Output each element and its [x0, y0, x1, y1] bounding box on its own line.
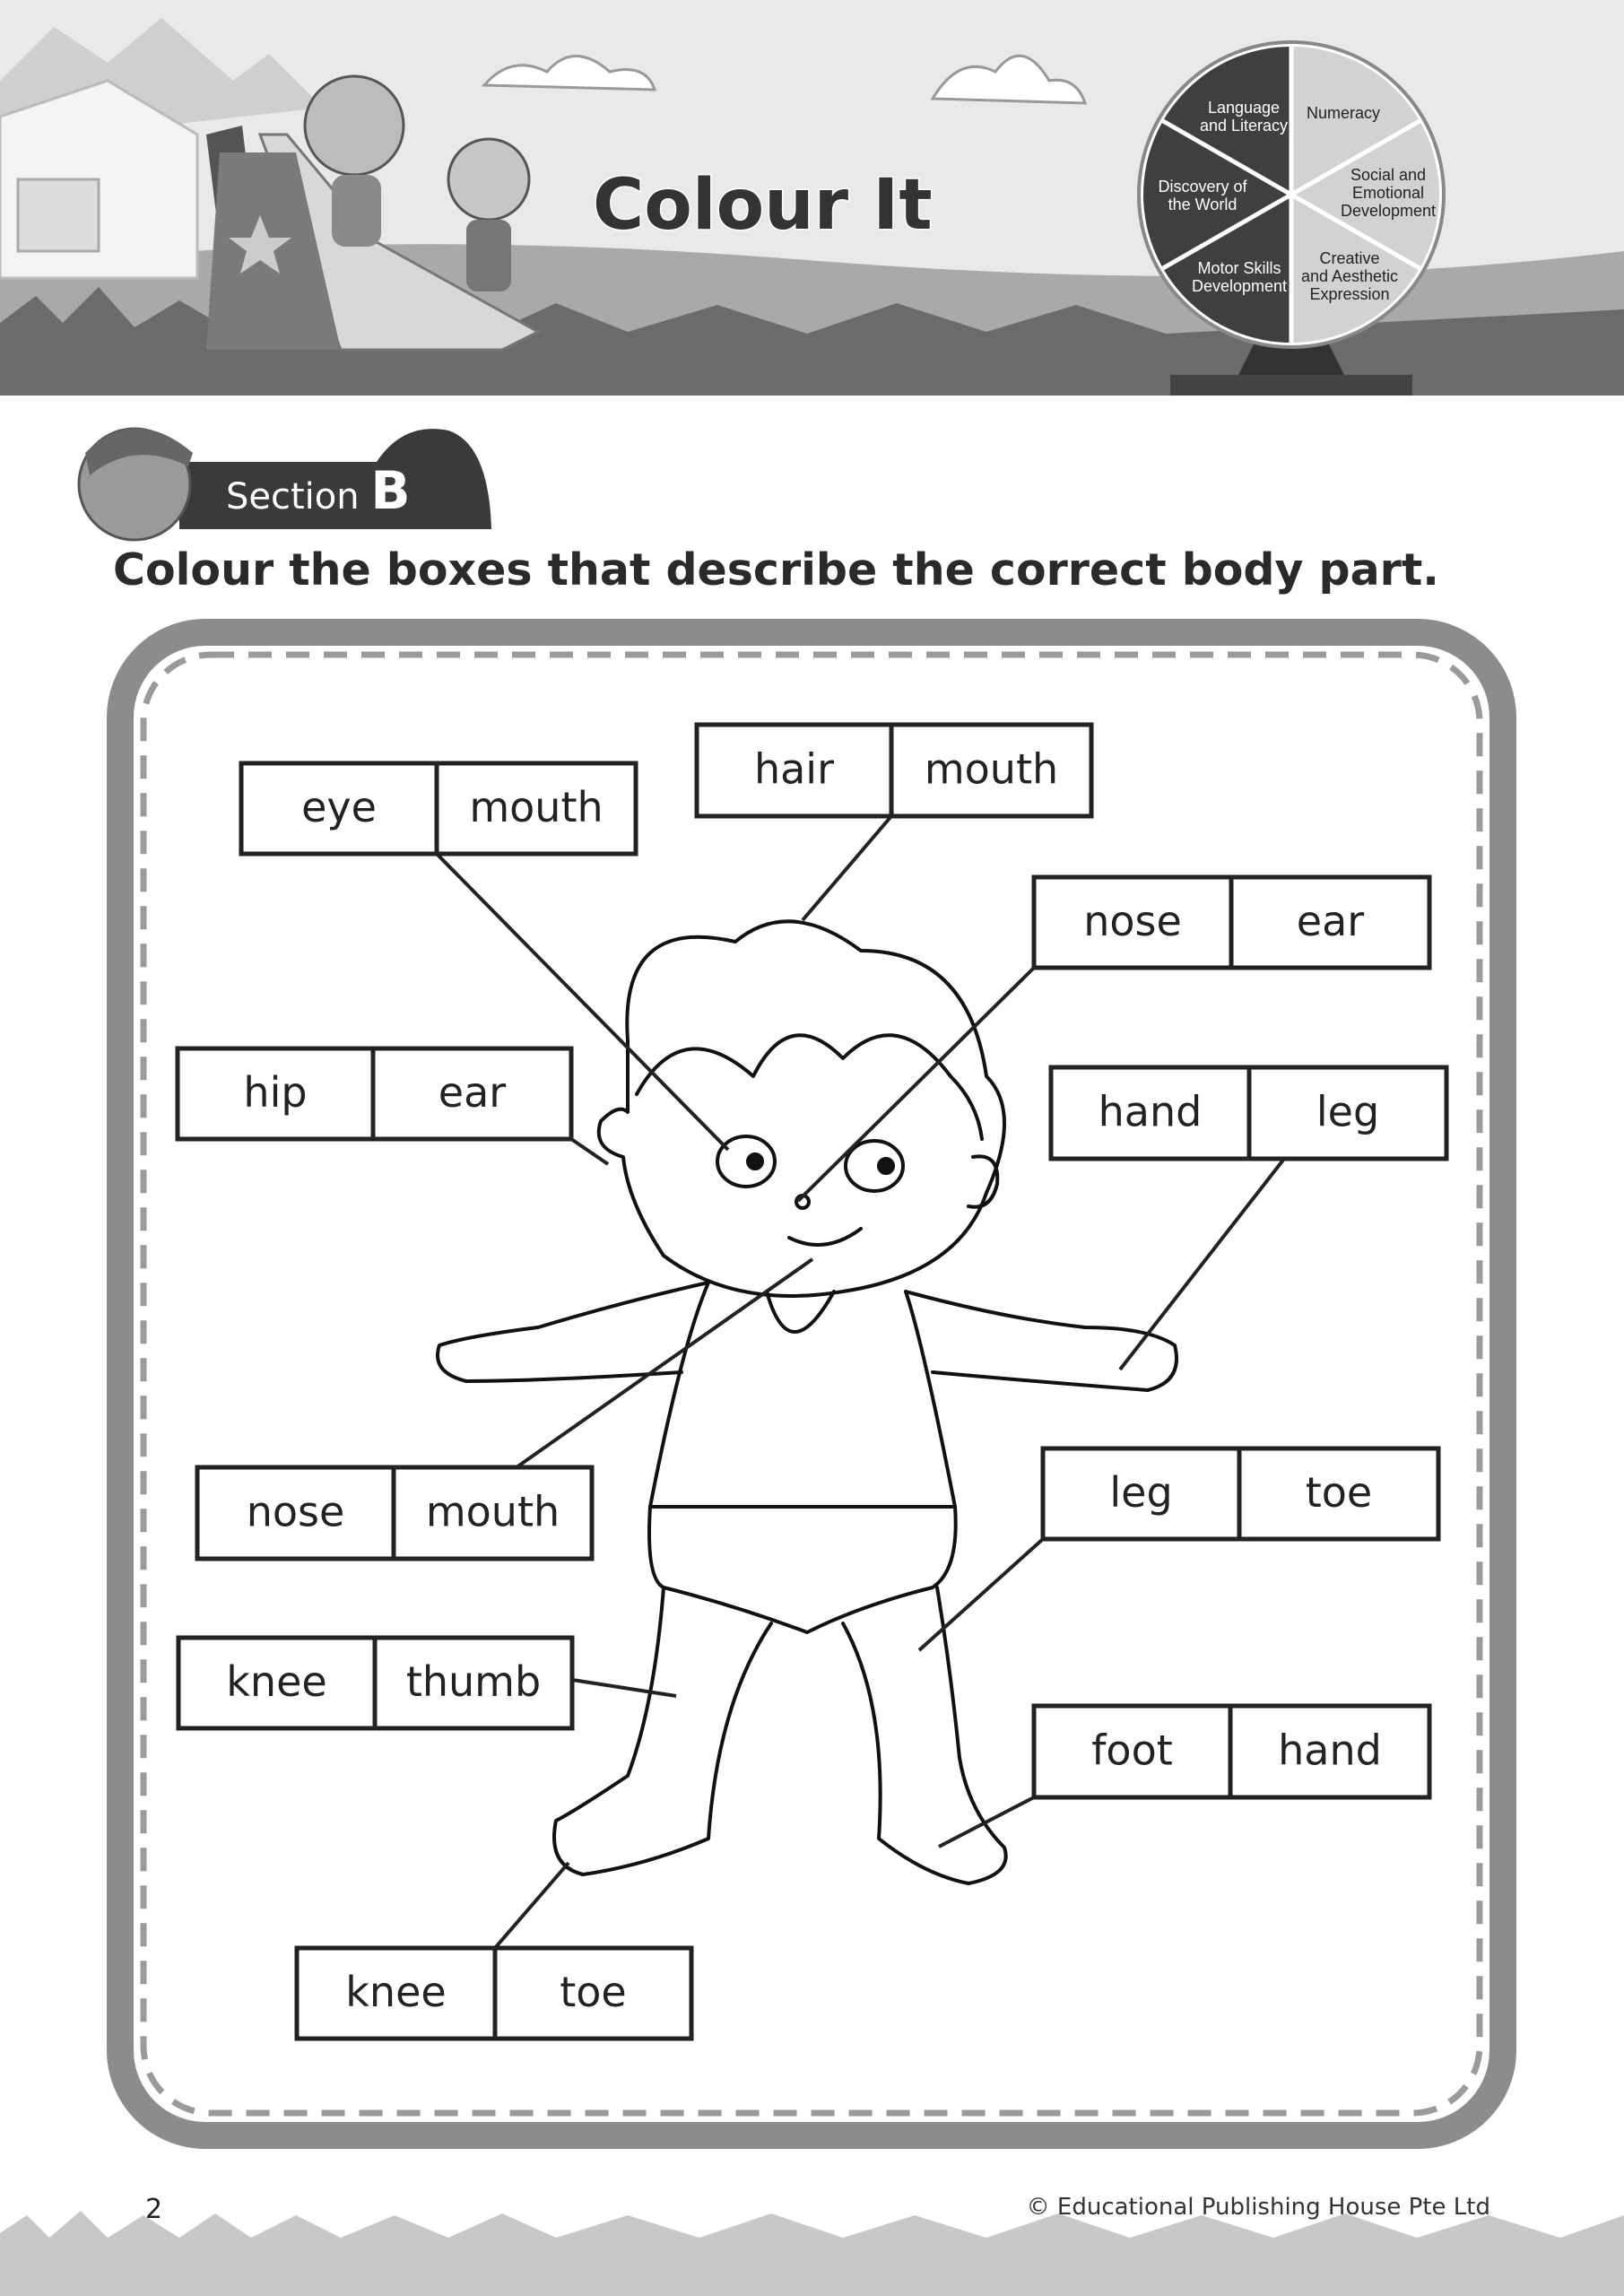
box-word-right: ear [438, 1068, 507, 1117]
footer-grass [0, 2211, 1624, 2296]
word-box-pair [1034, 877, 1429, 968]
svg-text:Numeracy: Numeracy [1306, 104, 1381, 122]
box-word-right: toe [1305, 1468, 1373, 1517]
word-box-pair [297, 1948, 691, 2039]
box-word-right: hand [1278, 1726, 1382, 1775]
word-box-pair [241, 763, 636, 854]
box-word-left: hip [243, 1068, 308, 1117]
svg-text:Social andEmotionalDevelopment: Social and Emotional Development [1340, 166, 1437, 220]
svg-text:Motor SkillsDevelopment: Motor Skills Development [1191, 259, 1288, 295]
box-word-left: nose [1083, 897, 1182, 945]
box-word-left: foot [1091, 1726, 1173, 1775]
svg-text:Creativeand AestheticExpressio: Creative and Aesthetic Expression [1300, 249, 1399, 303]
box-word-right: mouth [469, 783, 604, 831]
copyright: © Educational Publishing House Pte Ltd [1026, 2194, 1490, 2221]
box-word-left: leg [1109, 1468, 1173, 1517]
box-word-left: nose [246, 1487, 345, 1536]
section-label: Section B [226, 460, 411, 521]
page-title: Colour It [593, 165, 933, 246]
box-word-left: eye [301, 783, 377, 831]
box-word-left: knee [345, 1968, 447, 2016]
word-box-pair [178, 1048, 571, 1139]
box-word-left: knee [226, 1657, 327, 1706]
activity-frame [120, 632, 1503, 2135]
word-box-pair [1051, 1067, 1446, 1159]
svg-text:Discovery ofthe World: Discovery of the World [1158, 178, 1247, 213]
word-box-pair [697, 725, 1091, 816]
word-box-pair [197, 1467, 592, 1559]
frame-dashes [143, 655, 1480, 2113]
box-word-right: toe [560, 1968, 627, 2016]
box-word-right: leg [1316, 1087, 1380, 1136]
box-word-right: ear [1296, 897, 1365, 945]
word-box-pair [1043, 1448, 1438, 1539]
box-word-right: mouth [924, 744, 1059, 794]
svg-text:Languageand Literacy: Language and Literacy [1199, 99, 1289, 135]
word-boxes [178, 725, 1446, 2039]
box-word-left: hair [753, 744, 835, 794]
box-word-left: hand [1098, 1087, 1203, 1136]
word-box-pair [178, 1638, 572, 1728]
instruction-text: Colour the boxes that describe the correct body part. [113, 544, 1439, 596]
page-number: 2 [145, 2194, 163, 2225]
box-word-right: thumb [405, 1657, 542, 1706]
word-box-pair [1034, 1706, 1429, 1797]
box-word-right: mouth [425, 1487, 560, 1536]
